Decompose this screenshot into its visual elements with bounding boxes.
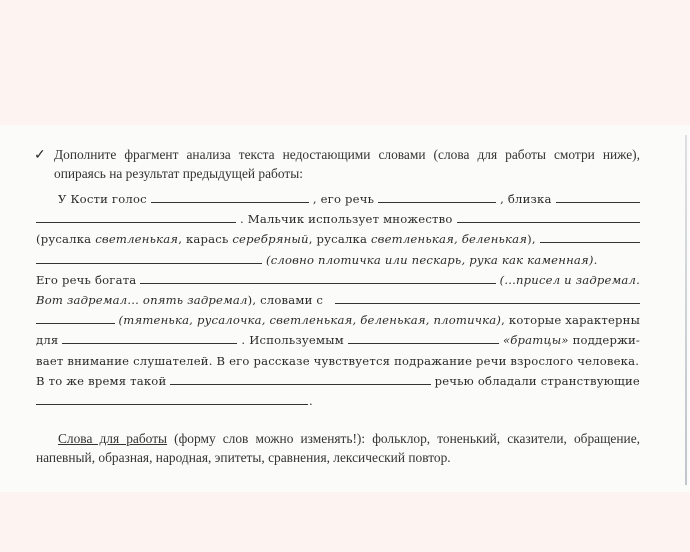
word-bank-list: фольклор, тоненький, сказители, обращение, напевный, образная, народная, эпитеты, сравнения, лексический повтор. — [36, 431, 640, 466]
line-4 — [36, 250, 640, 270]
text: ), словами с — [247, 293, 324, 308]
text: для — [36, 333, 59, 348]
blank-1[interactable] — [151, 190, 309, 203]
text: . Используемым — [241, 333, 344, 348]
italic-text: Вот задремал... опять задремал — [36, 293, 248, 308]
textbook-page — [0, 125, 690, 492]
line-10 — [36, 371, 640, 391]
text: , русалка — [308, 232, 368, 247]
text: , его речь — [312, 192, 375, 206]
text: . — [309, 394, 313, 409]
line-9 — [36, 351, 640, 371]
text: Его речь богата — [36, 272, 137, 287]
blank-2[interactable] — [378, 190, 496, 203]
blank-13[interactable] — [170, 372, 430, 385]
line-6 — [36, 290, 640, 310]
line-8 — [36, 330, 640, 350]
blank-14[interactable] — [36, 392, 308, 405]
word-bank — [36, 429, 640, 467]
page-edge — [685, 135, 687, 485]
text: речью обладали странствующие — [434, 373, 640, 388]
task-instruction — [36, 145, 640, 183]
blank-10[interactable] — [36, 311, 115, 324]
blank-12[interactable] — [348, 331, 499, 344]
line-1 — [36, 189, 640, 209]
blank-11[interactable] — [62, 331, 237, 344]
italic-text: (тятенька, русалочка, светленькая, беленькая, плотичка) — [118, 313, 502, 328]
italic-text: серебряный — [232, 232, 309, 247]
line-2 — [36, 209, 640, 229]
italic-text: «братцы» — [502, 333, 569, 348]
blank-9[interactable] — [335, 291, 640, 304]
fill-in-paragraph — [36, 189, 640, 411]
checkmark-icon: ✓ — [34, 147, 46, 163]
text: (русалка — [36, 232, 92, 247]
line-5 — [36, 270, 640, 290]
line-11 — [36, 391, 640, 411]
blank-6[interactable] — [540, 230, 640, 243]
italic-text: (словно плотичка или пескарь, рука как каменная). — [266, 252, 598, 267]
italic-text: (...присел и задремал. — [499, 272, 640, 287]
line-3 — [36, 229, 640, 249]
exercise-content — [36, 145, 640, 467]
italic-text: светленькая — [95, 232, 179, 247]
blank-5[interactable] — [457, 210, 640, 223]
blank-7[interactable] — [36, 251, 262, 264]
text: ), — [527, 232, 536, 247]
word-bank-heading: Слова для работы — [58, 431, 168, 447]
text: , карась — [178, 232, 229, 247]
blank-3[interactable] — [556, 190, 640, 203]
instruction-text: Дополните фрагмент анализа текста недостающими словами (слова для работы смотри ниже), опираясь на результат предыдущей работы: — [54, 147, 640, 181]
word-bank-note: (форму слов можно изменять!): — [167, 431, 373, 447]
text: У Кости голос — [58, 192, 147, 206]
line-7 — [36, 310, 640, 330]
text: поддержи- — [572, 333, 640, 348]
blank-4[interactable] — [36, 210, 236, 223]
text: вает внимание слушателей. В его рассказе чувствуется подражание речи взрослого человека. — [36, 353, 640, 368]
text: , которые характерны — [501, 313, 640, 328]
text: , близка — [500, 192, 552, 206]
text: . Мальчик использует множество — [240, 212, 453, 227]
blank-8[interactable] — [140, 271, 495, 284]
italic-text: светленькая, беленькая — [370, 232, 528, 247]
text: В то же время такой — [36, 373, 167, 388]
